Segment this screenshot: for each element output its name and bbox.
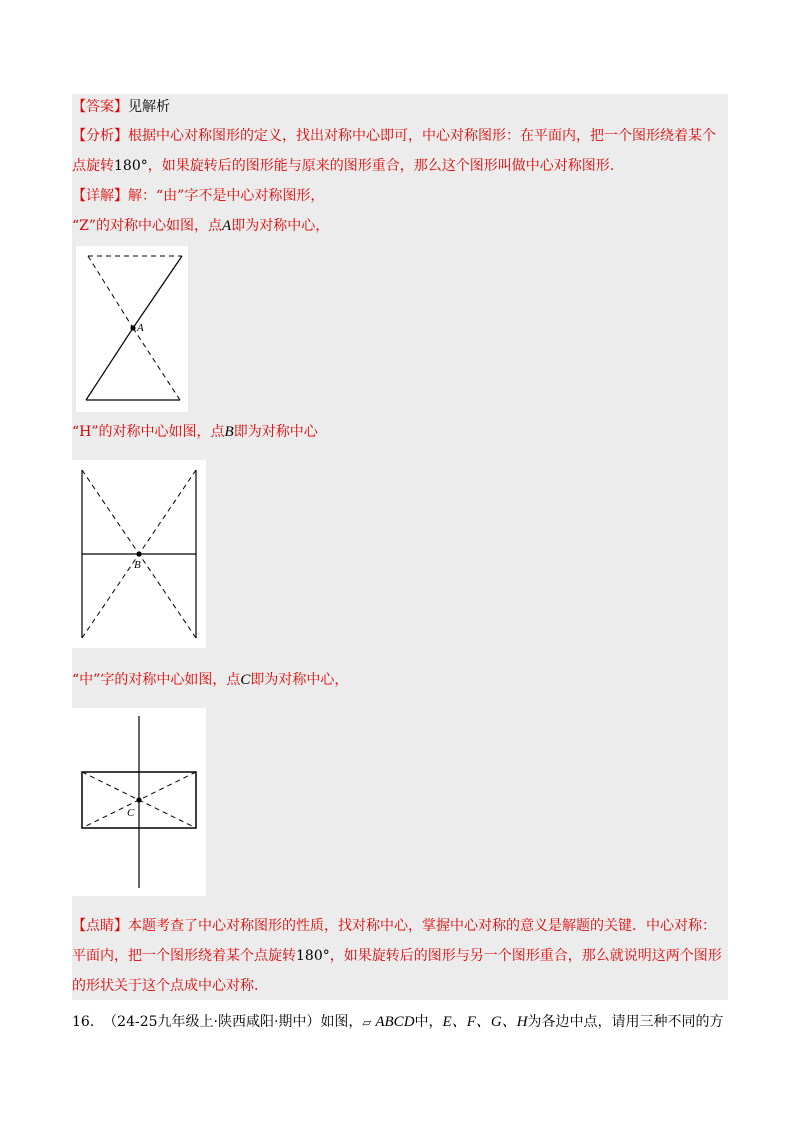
detail-z-line [72, 216, 329, 236]
analysis-text-2a: 点旋转 [72, 158, 114, 174]
detail-h-line [72, 422, 318, 442]
comment-angle: 180° [296, 948, 330, 964]
z-upper-right-stroke [133, 256, 182, 328]
z-lower-left-stroke [86, 328, 133, 400]
detail-zhong-point: C [240, 672, 251, 688]
detail-z-pre: “Z”的对称中心如图，点 [72, 218, 223, 234]
question-number: 16. [72, 1014, 95, 1030]
question-16 [72, 1012, 724, 1033]
answer-tag: 【答案】 [72, 99, 128, 115]
figure-zhong [72, 708, 206, 896]
comment-text-3: 的形状关于这个点成中心对称. [72, 978, 259, 994]
question-text-post: 为各边中点，请用三种不同的方 [527, 1014, 724, 1030]
z-upper-left-dashed [88, 256, 133, 328]
parallelogram-symbol: ▱ [362, 1016, 371, 1029]
detail-tag: 【详解】 [72, 188, 128, 204]
analysis-tag: 【分析】 [72, 128, 128, 144]
comment-text-2a: 平面内，把一个图形绕着某个点旋转 [72, 948, 296, 964]
detail-zhong-line [72, 670, 348, 690]
z-center-label: A [137, 322, 144, 334]
answer-text: 见解析 [128, 99, 170, 115]
detail-zhong-pre: “中”字的对称中心如图，点 [72, 672, 241, 688]
zhong-center-point [136, 797, 141, 802]
comment-line-1 [72, 916, 716, 936]
comment-text-1: 本题考查了中心对称图形的性质，找对称中心，掌握中心对称的意义是解题的关键．中心对称： [128, 918, 716, 934]
detail-text-1: 解：“由”字不是中心对称图形， [128, 188, 325, 204]
figure-z-svg [76, 246, 188, 412]
question-text-pre: 如图， [320, 1014, 363, 1030]
detail-zhong-post: 即为对称中心， [250, 672, 349, 688]
detail-z-point: A [222, 218, 232, 234]
figure-h [72, 460, 206, 648]
z-lower-right-dashed [133, 328, 180, 400]
analysis-angle: 180° [114, 158, 148, 174]
answer-line [72, 97, 170, 117]
detail-z-post: 即为对称中心， [231, 218, 330, 234]
detail-h-pre: “H”的对称中心如图，点 [72, 424, 225, 440]
question-points: E、F、G、H [442, 1014, 528, 1030]
analysis-text-2b: ，如果旋转后的图形能与原来的图形重合，那么这个图形叫做中心对称图形. [147, 158, 615, 174]
analysis-line-1 [72, 126, 716, 146]
comment-line-2 [72, 946, 722, 966]
question-source: （24-25九年级上·陕西咸阳·期中） [103, 1014, 321, 1030]
h-center-label: B [134, 559, 141, 571]
zhong-center-label: C [127, 807, 135, 819]
figure-z [76, 246, 188, 412]
h-center-point [136, 551, 141, 556]
comment-tag: 【点睛】 [72, 918, 128, 934]
analysis-line-2 [72, 156, 614, 176]
detail-h-post: 即为对称中心 [233, 424, 318, 440]
z-center-point [130, 325, 135, 330]
detail-h-point: B [224, 424, 234, 440]
comment-line-3 [72, 976, 258, 996]
comment-text-2b: ，如果旋转后的图形与另一个图形重合，那么就说明这两个图形 [329, 948, 722, 964]
parallelogram-name: ABCD [375, 1014, 415, 1030]
detail-line-1 [72, 186, 324, 206]
question-text-mid: 中， [414, 1014, 443, 1030]
analysis-text-1: 根据中心对称图形的定义，找出对称中心即可，中心对称图形：在平面内，把一个图形绕着某个 [128, 128, 716, 144]
figure-h-svg [72, 460, 206, 648]
figure-zhong-svg [72, 708, 206, 896]
